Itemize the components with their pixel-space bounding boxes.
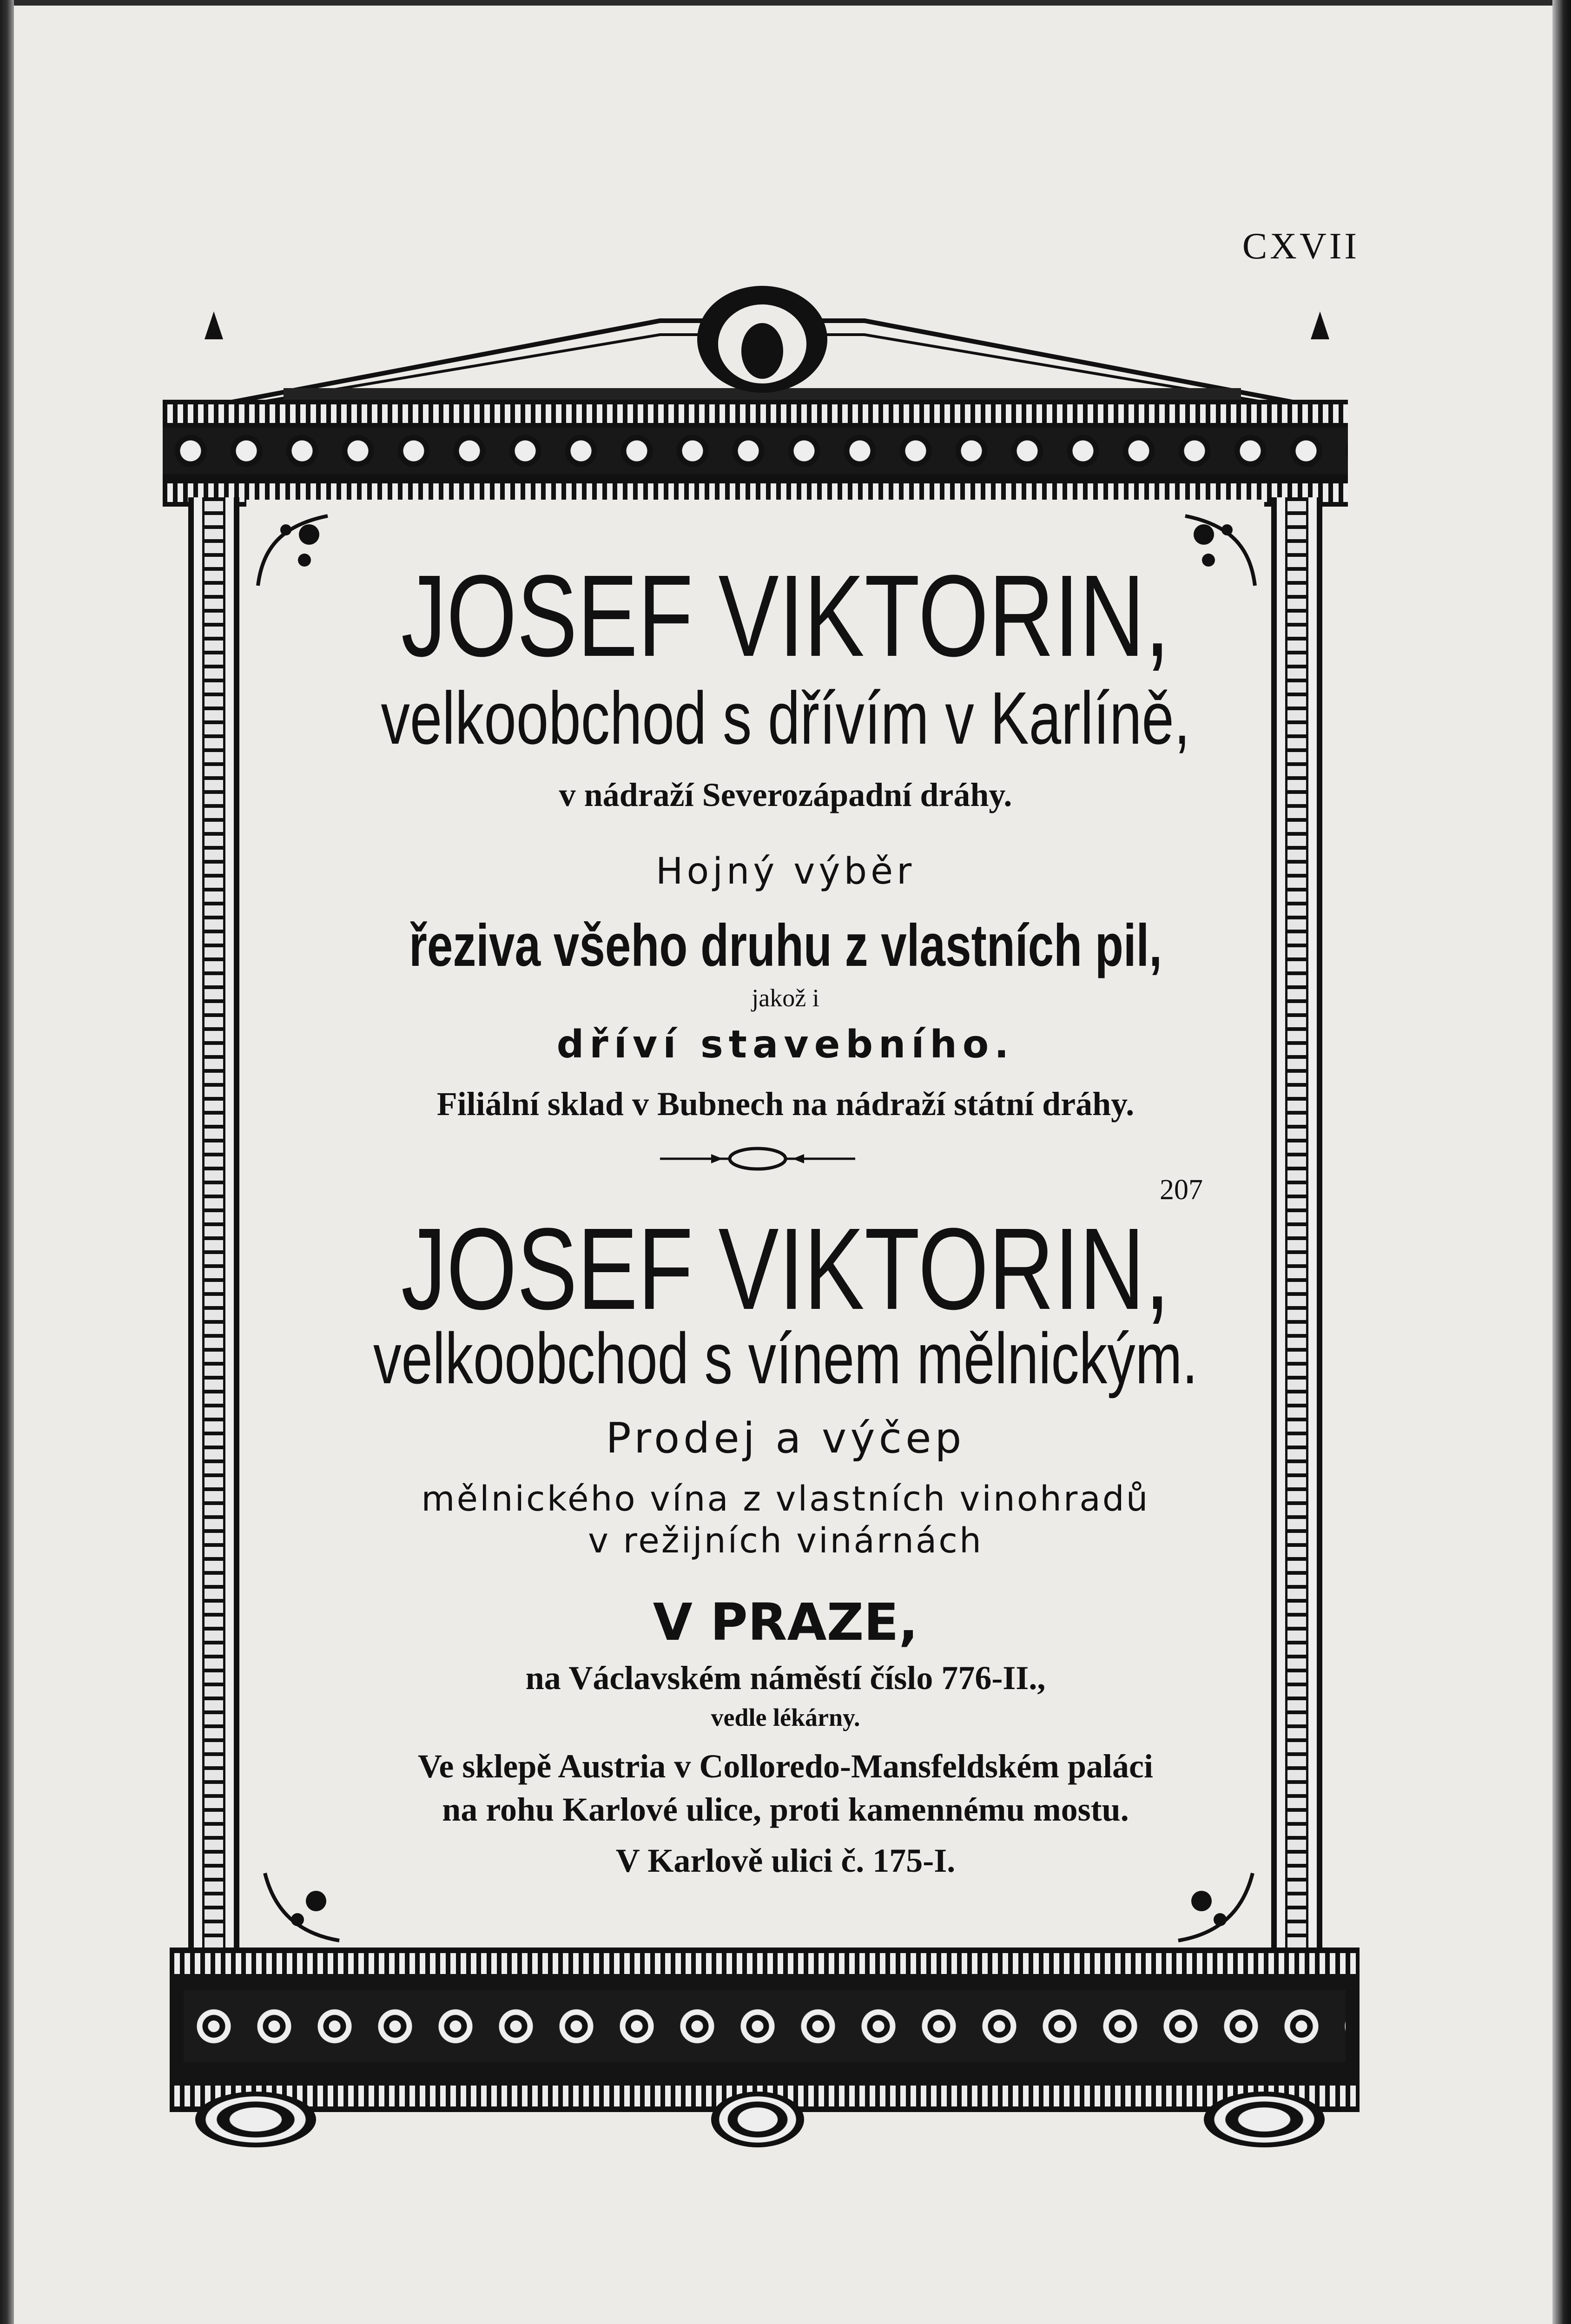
page-number: CXVII — [1242, 226, 1360, 267]
ad-two-address-note: vedle lékárny. — [711, 1703, 860, 1731]
base-disc-left — [195, 2092, 316, 2147]
frame-base — [170, 1948, 1360, 2112]
ad-two-headline: Prodej a výčep — [606, 1414, 965, 1463]
palmette-pediment-icon — [167, 284, 1357, 416]
ad-one-connector: jakož i — [752, 984, 819, 1012]
ad-one-product: řeziva všeho druhu z vlastních pil, — [409, 912, 1162, 979]
base-disc-center — [711, 2092, 804, 2147]
ad-two-line-two: v režijních vinárnách — [588, 1521, 983, 1561]
ad-one-business: velkoobchod s dřívím v Karlíně, — [381, 676, 1190, 759]
ad-one-product-extra: dříví stavebního. — [556, 1023, 1015, 1067]
ad-two-cellar-two: na rohu Karlové ulice, proti kamennému mostu. — [442, 1791, 1129, 1828]
ad-two-address: na Václavském náměstí číslo 776-II., — [525, 1659, 1046, 1697]
ad-one-location: v nádraží Severozápadní dráhy. — [559, 776, 1012, 813]
scan-edge-top — [0, 0, 1571, 6]
base-band — [184, 1990, 1346, 2062]
cornice-band — [163, 428, 1348, 474]
scan-edge-left — [0, 0, 14, 2324]
ad-two-street: V Karlově ulici č. 175-I. — [615, 1842, 956, 1879]
scan-edge-right — [1552, 0, 1571, 2324]
ad-two-line-one: mělnického vína z vlastních vinohradů — [421, 1479, 1150, 1519]
ad-one-title: JOSEF VIKTORIN, — [401, 551, 1170, 680]
frame-cornice — [163, 400, 1348, 507]
ad-one-headline: Hojný výběr — [655, 851, 916, 892]
ad-two-title: JOSEF VIKTORIN, — [401, 1204, 1170, 1334]
base-disc-right — [1204, 2092, 1325, 2147]
reference-number: 207 — [1160, 1174, 1203, 1206]
scroll-divider-icon — [660, 1145, 855, 1173]
ad-two-city: V PRAZE, — [653, 1592, 918, 1652]
ad-two-business: velkoobchod s vínem mělnickým. — [373, 1318, 1198, 1399]
ad-two-cellar-one: Ve sklepě Austria v Colloredo-Mansfeldském paláci — [417, 1748, 1154, 1785]
ad-one-branch: Filiální sklad v Bubnech na nádraží státní dráhy. — [436, 1085, 1135, 1122]
